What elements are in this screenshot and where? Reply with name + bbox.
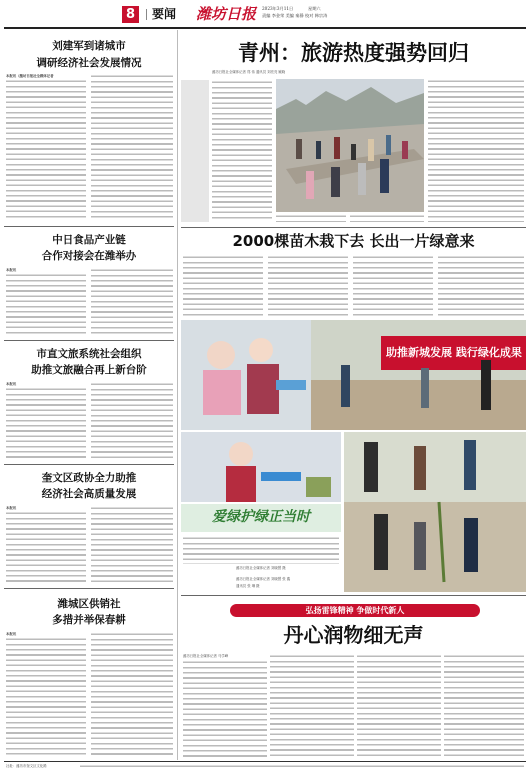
article-5-body-left bbox=[6, 637, 86, 757]
tree-story-photo-watering bbox=[181, 432, 341, 502]
article-3-body-right bbox=[91, 382, 173, 459]
bottom-story-body-4 bbox=[444, 654, 524, 758]
child-watering-illustration bbox=[181, 432, 341, 502]
article-5-body-right bbox=[91, 632, 173, 757]
tree-credit-2: 潍坊日报社全媒体记者 刘晓慧 张 鑫 bbox=[236, 577, 291, 581]
tree-credit-1: 潍坊日报社全媒体记者 刘晓慧 摄 bbox=[236, 566, 286, 570]
article-4-title: 奎文区政协全力助推 bbox=[41, 472, 137, 484]
article-1-body-left bbox=[6, 79, 86, 221]
bottom-banner-text: 弘扬雷锋精神 争做时代新人 bbox=[305, 606, 405, 615]
top-story-byline: 潍坊日报社全媒体记者 郑 伟 通讯员 刘亮亮 臧晓 bbox=[212, 70, 286, 74]
article-1-rule bbox=[4, 226, 174, 227]
bottom-story-byline: 潍坊日报社全媒体记者 马学峰 bbox=[183, 654, 229, 658]
tree-story-body-4 bbox=[438, 255, 524, 317]
section-name: 要闻 bbox=[152, 7, 177, 21]
article-5-lead: 本报讯 bbox=[6, 632, 17, 636]
paper-logo: 潍坊日报 bbox=[196, 5, 257, 23]
top-story-title: 青州：旅游热度强势回归 bbox=[238, 41, 469, 65]
tree-story-rule bbox=[181, 595, 526, 596]
top-story-body-3 bbox=[276, 214, 346, 222]
tree-story-body-2 bbox=[268, 255, 348, 317]
article-3-rule bbox=[4, 464, 174, 465]
article-1-lead: 本报讯（潍坊日报社全媒体记者 bbox=[6, 74, 54, 78]
bottom-story-body-1 bbox=[183, 660, 267, 758]
article-3-lead: 本报讯 bbox=[6, 382, 17, 386]
crowd-photo-illustration bbox=[276, 79, 424, 212]
editor-line: 责编 李金荣 美编 秦静 校对 韩宗涛 bbox=[262, 13, 328, 18]
article-2-title: 中日食品产业链 bbox=[52, 234, 126, 246]
article-5-title: 潍城区供销社 bbox=[57, 598, 121, 610]
tree-story-photo-planting bbox=[344, 432, 526, 592]
article-4-lead: 本报讯 bbox=[6, 506, 17, 510]
page-number: 8 bbox=[125, 7, 136, 22]
footer-rule bbox=[4, 761, 526, 762]
article-4-rule bbox=[4, 588, 174, 589]
masthead-divider bbox=[146, 9, 147, 20]
article-3-subtitle: 助推文旅融合再上新台阶 bbox=[31, 364, 147, 376]
article-2-rule bbox=[4, 340, 174, 341]
article-2-body-left bbox=[6, 273, 86, 335]
tree-story-caption bbox=[183, 536, 339, 564]
top-story-photo bbox=[276, 79, 424, 212]
issue-weekday: 星期六 bbox=[308, 6, 321, 11]
tree-calligraphy: 爱绿护绿正当时 bbox=[212, 509, 310, 525]
article-4-subtitle: 经济社会高质量发展 bbox=[41, 488, 137, 500]
tree-story-body-1 bbox=[183, 255, 263, 317]
article-1-subtitle: 调研经济社会发展情况 bbox=[36, 57, 142, 69]
top-story-rule bbox=[181, 227, 526, 228]
article-5-subtitle: 多措并举保春耕 bbox=[52, 614, 126, 626]
tree-banner-text: 助推新城发展 践行绿化成果 bbox=[386, 346, 522, 359]
top-story-body-4 bbox=[350, 214, 424, 222]
footer-address: 社址：潍坊市奎文区文化路 bbox=[6, 764, 47, 768]
article-1-title: 刘建军到诸城市 bbox=[52, 40, 126, 52]
bottom-story-body-2 bbox=[270, 654, 354, 758]
people-planting-illustration bbox=[344, 432, 526, 592]
article-3-title: 市直文旅系统社会组织 bbox=[36, 348, 142, 360]
tree-credit-3: 通讯员 张 琳 摄 bbox=[236, 584, 260, 588]
bottom-story-body-3 bbox=[357, 654, 441, 758]
masthead bbox=[0, 0, 530, 27]
tree-story-photo-main bbox=[181, 320, 526, 430]
article-2-subtitle: 合作对接会在潍举办 bbox=[41, 250, 137, 262]
article-4-body-right bbox=[91, 506, 173, 583]
left-column-divider bbox=[177, 30, 178, 760]
top-story-body-1 bbox=[212, 80, 272, 222]
article-4-body-left bbox=[6, 511, 86, 583]
article-3-body-left bbox=[6, 387, 86, 459]
article-2-body-right bbox=[91, 268, 173, 335]
top-story-body-5 bbox=[428, 79, 524, 222]
article-1-body-right bbox=[91, 74, 173, 221]
bottom-story-title: 丹心润物细无声 bbox=[283, 623, 424, 647]
tree-story-body-3 bbox=[353, 255, 433, 317]
tree-story-title: 2000棵苗木栽下去 长出一片绿意来 bbox=[232, 232, 475, 250]
masthead-rule bbox=[4, 27, 526, 29]
footer-text bbox=[80, 764, 524, 769]
issue-date: 2023年3月11日 bbox=[262, 6, 294, 11]
article-2-lead: 本报讯 bbox=[6, 268, 17, 272]
tree-planting-illustration bbox=[181, 320, 526, 430]
top-story-side-photo bbox=[181, 80, 209, 222]
